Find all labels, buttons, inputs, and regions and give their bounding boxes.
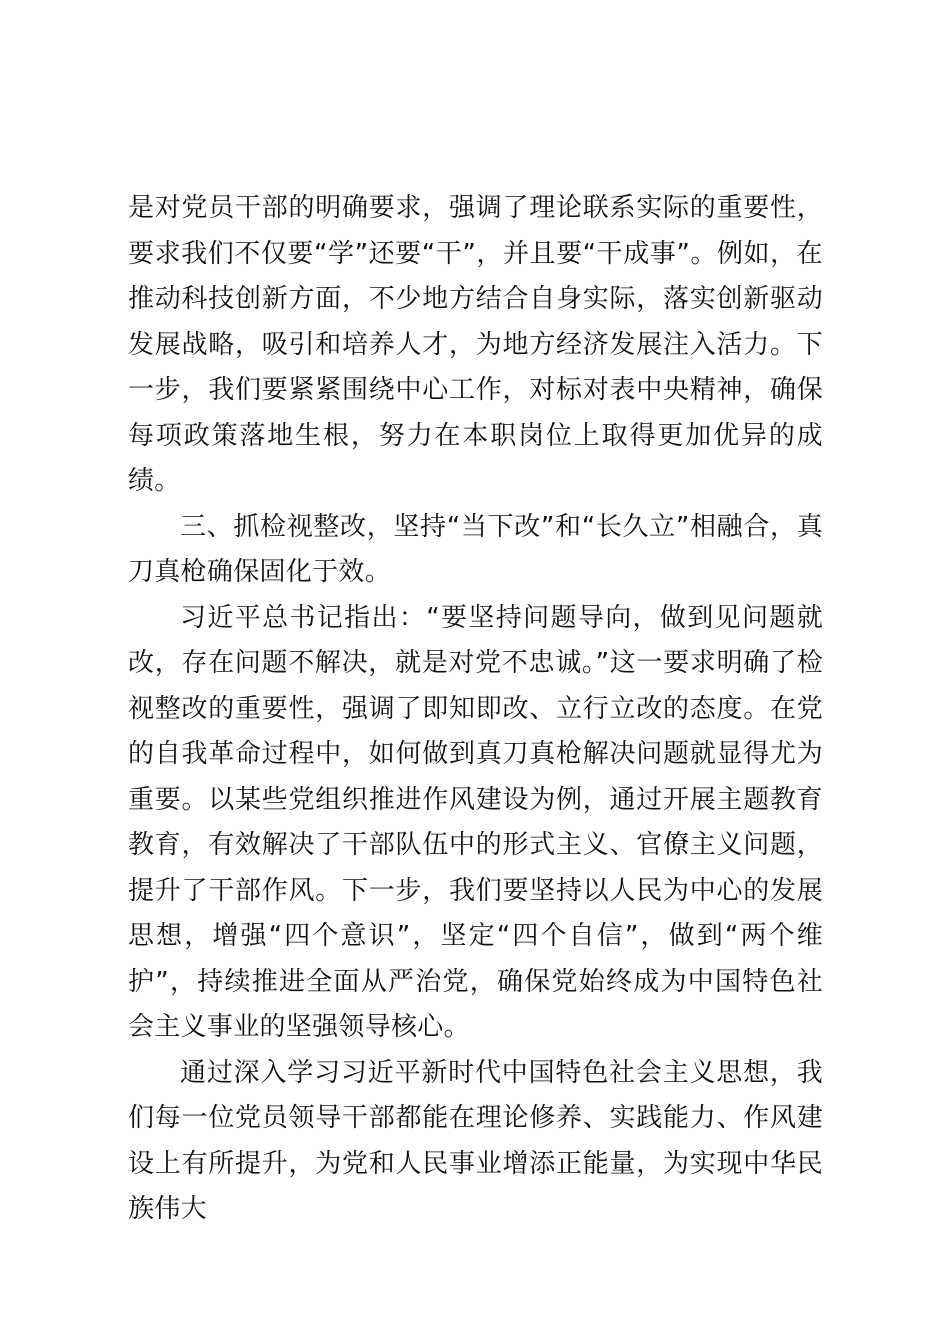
paragraph-conclusion: 通过深入学习习近平新时代中国特色社会主义思想，我们每一位党员领导干部都能在理论修养、实践能力、作风建设上有所提升，为党和人民事业增添正能量，为实现中华民族伟大 xyxy=(128,1057,823,1224)
document-body xyxy=(128,186,823,1233)
paragraph-continuation: 是对党员干部的明确要求，强调了理论联系实际的重要性，要求我们不仅要“学”还要“干”，并且要“干成事”。例如，在推动科技创新方面，不少地方结合自身实际，落实创新驱动发展战略，吸引和培养人才，为地方经济发展注入活力。下一步，我们要紧紧围绕中心工作，对标对表中央精神，确保每项政策落地生根，努力在本职岗位上取得更加优异的成绩。 xyxy=(128,193,823,496)
paragraph-quote-inspection: 习近平总书记指出：“要坚持问题导向，做到见问题就改，存在问题不解决，就是对党不忠诚。”这一要求明确了检视整改的重要性，强调了即知即改、立行立改的态度。在党的自我革命过程中，如何做到真刀真枪解决问题就显得尤为重要。以某些党组织推进作风建设为例，通过开展主题教育教育，有效解决了干部队伍中的形式主义、官僚主义问题，提升了干部作风。下一步，我们要坚持以人民为中心的发展思想，增强“四个意识”，坚定“四个自信”，做到“两个维护”，持续推进全面从严治党，确保党始终成为中国特色社会主义事业的坚强领导核心。 xyxy=(128,602,823,1042)
section-heading-three: 三、抓检视整改，坚持“当下改”和“长久立”相融合，真刀真枪确保固化于效。 xyxy=(128,511,823,587)
